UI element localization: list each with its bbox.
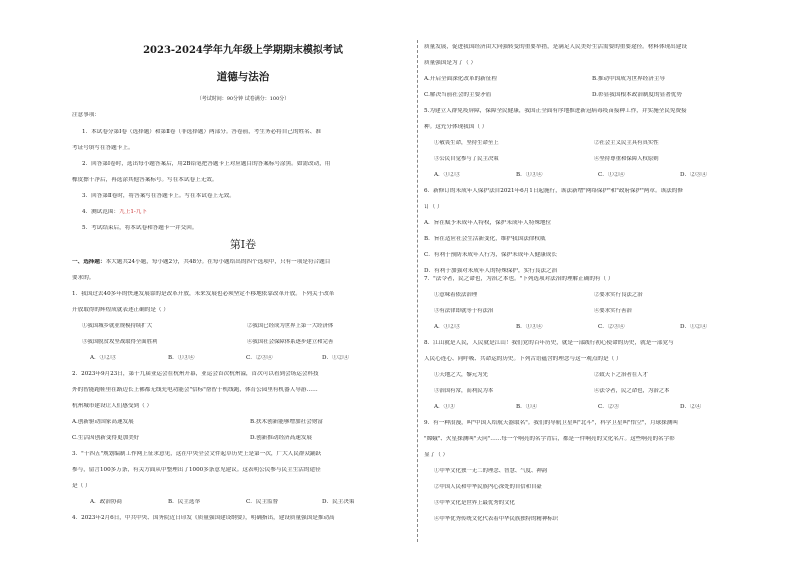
q8-statement: ④法令者，民之命也，为治之本	[594, 388, 670, 394]
question-1-text: 1．我国过去40多年的快速发展靠的是改革开放，未来发展也必须坚定不移地依靠改革开放。下列关于改革	[72, 291, 335, 297]
q1-option-a[interactable]: A．①②③	[90, 355, 117, 361]
question-3-text: 3．"十四五"规划编制工作网上征求意见，这在中央全会文件起草历史上是第一次，广大人民群众踊跃	[72, 451, 322, 457]
notice-title: 注意事项：	[72, 112, 100, 118]
question-5-text: 种。这充分体现我国（ ）	[424, 124, 488, 130]
question-3-text: 参与，留言100多万条，有关方面从中整理出了1000多条意见建议。这表明公民参与民主生活的途径	[72, 467, 321, 473]
section-text: 本大题共24小题，每小题2分，共48分。在每小题给出的四个选项中，只有一项是符合题目	[105, 259, 331, 265]
section-label: 一、选择题：	[72, 259, 106, 265]
q7-statement: ①意味着依法治理	[434, 292, 478, 298]
q3-option-b[interactable]: B．民主选举	[168, 499, 201, 505]
question-9-text: 9．有一种浪漫，叫"中国人给航天器取名"。我们的导航卫星叫"北斗"，科学卫星叫"悟空"，月球探测叫	[424, 420, 678, 426]
question-8-text: 8．江山就是人民，人民就是江山！我们党的百年历史，就是一部践行初心使命的历史，就是一部党与	[424, 340, 674, 346]
question-4-text: 质量强国是为了（ ）	[424, 60, 477, 66]
q5-statement: ④坚持尊重和保障人权原则	[594, 156, 659, 162]
q2-option-d[interactable]: D.创新推动经济高速发展	[250, 435, 313, 441]
q5-statement: ③公民自觉参与了民主决策	[434, 156, 499, 162]
question-5-text: 5.为建立人群免疫屏障，保障全民健康，我国正全面有序地推进新冠病毒疫苗接种工作，并实施全民免费接	[424, 108, 687, 114]
q4-option-a[interactable]: A.开启全面深化改革的新征程	[424, 76, 497, 82]
subject-title: 道德与法治	[216, 71, 270, 83]
q1-statement: ①我国城乡就业规模持续扩大	[82, 323, 153, 329]
left-column	[72, 0, 414, 562]
q6-option-c[interactable]: C．有利于预防未成年人行为，保护未成年人健康成长	[424, 252, 557, 258]
question-4-text: 质量发展，促进我国经济由大向强转变的重要举措，是满足人民美好生活需要的重要途径。材料体现出建设	[424, 44, 687, 50]
q9-statement: ①中华文化独一无二的理念、智慧、气度、神韵	[434, 468, 548, 474]
q8-option-d[interactable]: D．②④	[680, 404, 702, 410]
q8-option-a[interactable]: A．①③	[434, 404, 455, 410]
question-1-text: 开放取得的辉煌成就表述正确的是（ ）	[72, 307, 169, 313]
q2-option-a[interactable]: A.创新驱动国家高速发展	[72, 419, 134, 425]
q8-statement: ②致天下之治者在人才	[594, 372, 648, 378]
right-column	[424, 0, 774, 562]
q4-option-d[interactable]: D.彰显我国根本政治制度的显著优势	[592, 92, 682, 98]
question-3-text: 是（ ）	[72, 483, 91, 489]
q3-option-d[interactable]: D．民主决策	[322, 499, 355, 505]
exam-info: （考试时间：90分钟 试卷满分：100分）	[196, 96, 290, 102]
q1-option-d[interactable]: D．①②④	[322, 355, 349, 361]
q3-option-a[interactable]: A．政治协商	[90, 499, 123, 505]
notice-line: 考证号填写在答题卡上。	[72, 145, 134, 151]
q6-option-a[interactable]: A．旨在赋予未成年人特权，保护未成年人特殊地位	[424, 220, 552, 226]
q7-option-b[interactable]: B．①③④	[516, 324, 543, 330]
q8-option-b[interactable]: B．①④	[516, 404, 537, 410]
q7-option-a[interactable]: A．①②③	[434, 324, 461, 330]
question-2-text: 外的智能跑鞋里在路边长上佛都无线充电功能会"信标"帮智于机线跑，体育公园里有机器人导游……	[72, 387, 318, 393]
q1-statement: ②我国已经成为世界上第一大经济体	[247, 323, 334, 329]
question-2-text: 杭州城市建设让人们感受到（ ）	[72, 403, 153, 409]
column-divider	[417, 40, 418, 542]
q5-statement: ①敬畏生命，坚持生命至上	[434, 140, 499, 146]
notice-line: 3．回答第Ⅱ卷时，将答案写在答题卡上。写在本试卷上无效。	[82, 193, 235, 199]
q8-statement: ③治国有常，而利民为本	[434, 388, 494, 394]
q2-option-b[interactable]: B.扶术创新能够增加社会财富	[250, 419, 324, 425]
q1-statement: ④我国社会保障体系逐步建立和完善	[247, 339, 334, 345]
section-instruction-cont: 要求的。	[72, 275, 95, 281]
q5-option-c[interactable]: C．①②④	[598, 172, 625, 178]
q5-statement: ②社会主义民主具有真实性	[594, 140, 659, 146]
q9-statement: ②中国人民和中华民族内心深处的自信和自豪	[434, 484, 542, 490]
question-6-text: 6．新修订的未成年人保护法自2021年6月1日起施行，该法新增"网络保护"和"政府保护"两章。该法的修	[424, 188, 683, 194]
q1-option-c[interactable]: C．②③④	[246, 355, 273, 361]
q5-option-b[interactable]: B．①③④	[516, 172, 543, 178]
scope-label: 4．测试范围：	[82, 209, 120, 215]
scope-value: 九上1-九下	[119, 209, 147, 215]
notice-line: 1．本试卷分第Ⅰ卷（选择题）和第Ⅱ卷（非选择题）两部分。答卷前，考生务必将自己的姓名、准	[82, 129, 321, 135]
q1-statement: ③我国脱贫攻坚战取得全面胜利	[82, 339, 158, 345]
question-2-text: 2．2023年9月23日，第十九届亚运会在杭州开幕，亚运会首次杭州溢，首次可以看到会场运会科技	[72, 371, 319, 377]
question-6-text: 订（ ）	[424, 204, 443, 210]
notice-line: 2．回答第Ⅰ卷时，选出每小题答案后，用2B铅笔把答题卡上对应题目的答案标号涂黑。如需改动，用	[82, 161, 331, 167]
section-instruction	[72, 259, 330, 266]
q3-option-c[interactable]: C．民主监督	[246, 499, 279, 505]
q7-option-d[interactable]: D．①②④	[680, 324, 707, 330]
q2-option-c[interactable]: C.生活因创新变得更加美好	[72, 435, 140, 441]
notice-line: 5．考试结束后，将本试卷和答题卡一并交回。	[82, 225, 198, 231]
q4-option-c[interactable]: C.解决当前社会的主要矛盾	[424, 92, 492, 98]
q5-option-a[interactable]: A．①②③	[434, 172, 461, 178]
notice-line: 橡皮擦干净后，再选涂其他答案标号。写在本试卷上无效。	[72, 177, 218, 183]
q7-option-c[interactable]: C．②③④	[598, 324, 625, 330]
question-8-text: 人民心连心、同呼吸、共命运的历史。下列古语蕴含的理念与这一观点的是（ ）	[424, 356, 622, 362]
part-title: 第Ⅰ卷	[229, 238, 257, 251]
question-4-text: 4．2023年2月6日，中共中央、国务院近日印发《质量强国建设纲要》，明确指出，建设质量强国是推动高	[72, 515, 335, 521]
q9-statement: ④中华优秀传统文化代表着中华民族独特的精神标识	[434, 516, 558, 522]
q8-option-c[interactable]: C．②③	[598, 404, 620, 410]
q7-statement: ④要求实行善治	[594, 308, 632, 314]
question-9-text: 显了（ ）	[424, 452, 449, 458]
question-9-text: "嫦娥"、火星探测叫"天问"……每一个响亮的名字背后，都是一件响亮的文化名片。这些响亮的名字彰	[424, 436, 675, 442]
notice-line-scope	[82, 209, 147, 216]
q7-statement: ③有法律即就等于有法治	[434, 308, 494, 314]
q6-option-d[interactable]: D．有利于加强对未成年人的特殊保护，实行良法之治	[424, 268, 558, 274]
exam-title: 2023-2024学年九年级上学期期末模拟考试	[143, 45, 343, 56]
q6-option-b[interactable]: B．旨在适应社会生活新变化，维护我国法律权威	[424, 236, 546, 242]
q1-option-b[interactable]: B．①③④	[168, 355, 195, 361]
q8-statement: ①天地之大，黎元为先	[434, 372, 488, 378]
q7-statement: ②要求实行良法之治	[594, 292, 643, 298]
question-7-text: 7．"法令者，民之命也，为治之本也。"下列选项对法治的理解正确的有（ ）	[424, 276, 614, 282]
q5-option-d[interactable]: D．②③④	[680, 172, 707, 178]
q4-option-b[interactable]: B.推动中国成为世界经济主导	[592, 76, 666, 82]
q9-statement: ③中华文化是世界上最优秀的文化	[434, 500, 515, 506]
